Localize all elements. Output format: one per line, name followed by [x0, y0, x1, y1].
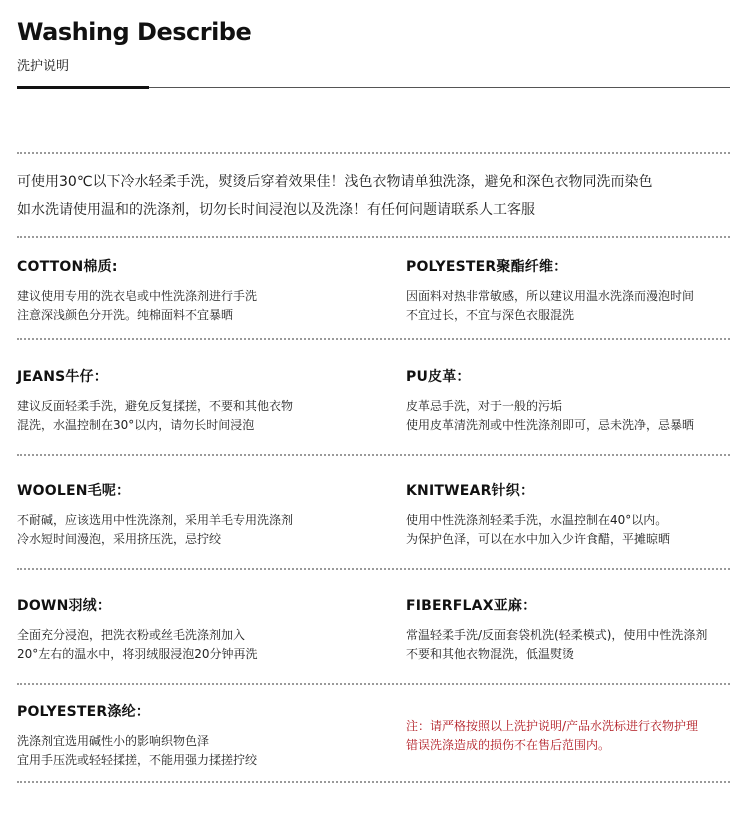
fabric-instruction: 不要和其他衣物混洗，低温熨烫	[406, 647, 575, 661]
intro-text	[17, 168, 732, 224]
fabric-instruction: 宜用手压洗或轻轻揉搓，不能用强力揉搓拧绞	[17, 753, 258, 767]
page-title: Washing Describe	[17, 18, 252, 46]
fabric-pu-leather	[406, 366, 736, 435]
header-accent-bar	[17, 86, 149, 89]
dotted-divider	[17, 683, 730, 685]
fabric-title: POLYESTER聚酯纤维：	[406, 259, 568, 275]
fabric-instruction: 不宜过长，不宜与深色衣服混洗	[406, 308, 575, 322]
fabric-title: KNITWEAR针织：	[406, 483, 535, 499]
fabric-instruction: 为保护色泽，可以在水中加入少许食醋，平摊晾晒	[406, 532, 671, 546]
fabric-title: DOWN羽绒：	[17, 598, 112, 614]
intro-line: 可使用30℃以下冷水轻柔手洗，熨烫后穿着效果佳！浅色衣物请单独洗涤，避免和深色衣物同洗而染色	[17, 174, 653, 190]
fabric-instruction: 使用中性洗涤剂轻柔手洗，水温控制在40°以内。	[406, 513, 668, 527]
fabric-title: WOOLEN毛呢：	[17, 483, 131, 499]
dotted-divider	[17, 454, 730, 456]
fabric-knitwear	[406, 480, 736, 549]
dotted-divider	[17, 236, 730, 238]
fabric-instruction: 使用皮革清洗剂或中性洗涤剂即可，忌未洗净，忌暴晒	[406, 418, 695, 432]
fabric-instruction: 混洗，水温控制在30°以内，请勿长时间浸泡	[17, 418, 255, 432]
fabric-instruction: 建议反面轻柔手洗，避免反复揉搓，不要和其他衣物	[17, 399, 294, 413]
fabric-title: JEANS牛仔：	[17, 369, 109, 385]
notice-line: 错误洗涤造成的损伤不在售后范围内。	[406, 738, 611, 752]
fabric-jeans	[17, 366, 347, 435]
fabric-fiberflax	[406, 595, 736, 664]
notice-line: 注：请严格按照以上洗护说明/产品水洗标进行衣物护理	[406, 719, 699, 733]
care-notice	[406, 717, 736, 755]
fabric-down	[17, 595, 347, 664]
dotted-divider	[17, 152, 730, 154]
page-subtitle: 洗护说明	[17, 59, 70, 74]
fabric-instruction: 建议使用专用的洗衣皂或中性洗涤剂进行手洗	[17, 289, 258, 303]
fabric-title: COTTON棉质:	[17, 259, 118, 275]
fabric-instruction: 因面料对热非常敏感，所以建议用温水洗涤而漫泡时间	[406, 289, 695, 303]
fabric-instruction: 不耐碱，应该选用中性洗涤剂，采用羊毛专用洗涤剂	[17, 513, 294, 527]
fabric-polyester-fiber	[406, 256, 736, 325]
dotted-divider	[17, 338, 730, 340]
fabric-title: FIBERFLAX亚麻：	[406, 598, 537, 614]
fabric-instruction: 全面充分浸泡，把洗衣粉或丝毛洗涤剂加入	[17, 628, 246, 642]
fabric-woolen	[17, 480, 347, 549]
fabric-instruction: 洗涤剂宜选用碱性小的影响织物色泽	[17, 734, 210, 748]
fabric-polyester	[17, 701, 347, 770]
fabric-instruction: 注意深浅颜色分开洗。纯棉面料不宜暴晒	[17, 308, 234, 322]
intro-line: 如水洗请使用温和的洗涤剂，切勿长时间浸泡以及洗涤！有任何问题请联系人工客服	[17, 202, 535, 218]
fabric-instruction: 皮革忌手洗，对于一般的污垢	[406, 399, 563, 413]
fabric-title: POLYESTER涤纶：	[17, 704, 150, 720]
fabric-instruction: 20°左右的温水中，将羽绒服浸泡20分钟再洗	[17, 647, 258, 661]
dotted-divider	[17, 568, 730, 570]
fabric-title: PU皮革：	[406, 369, 471, 385]
fabric-instruction: 常温轻柔手洗/反面套袋机洗(轻柔模式)，使用中性洗涤剂	[406, 628, 708, 642]
fabric-instruction: 冷水短时间漫泡，采用挤压洗，忌拧绞	[17, 532, 222, 546]
fabric-cotton	[17, 256, 347, 325]
dotted-divider	[17, 781, 730, 783]
